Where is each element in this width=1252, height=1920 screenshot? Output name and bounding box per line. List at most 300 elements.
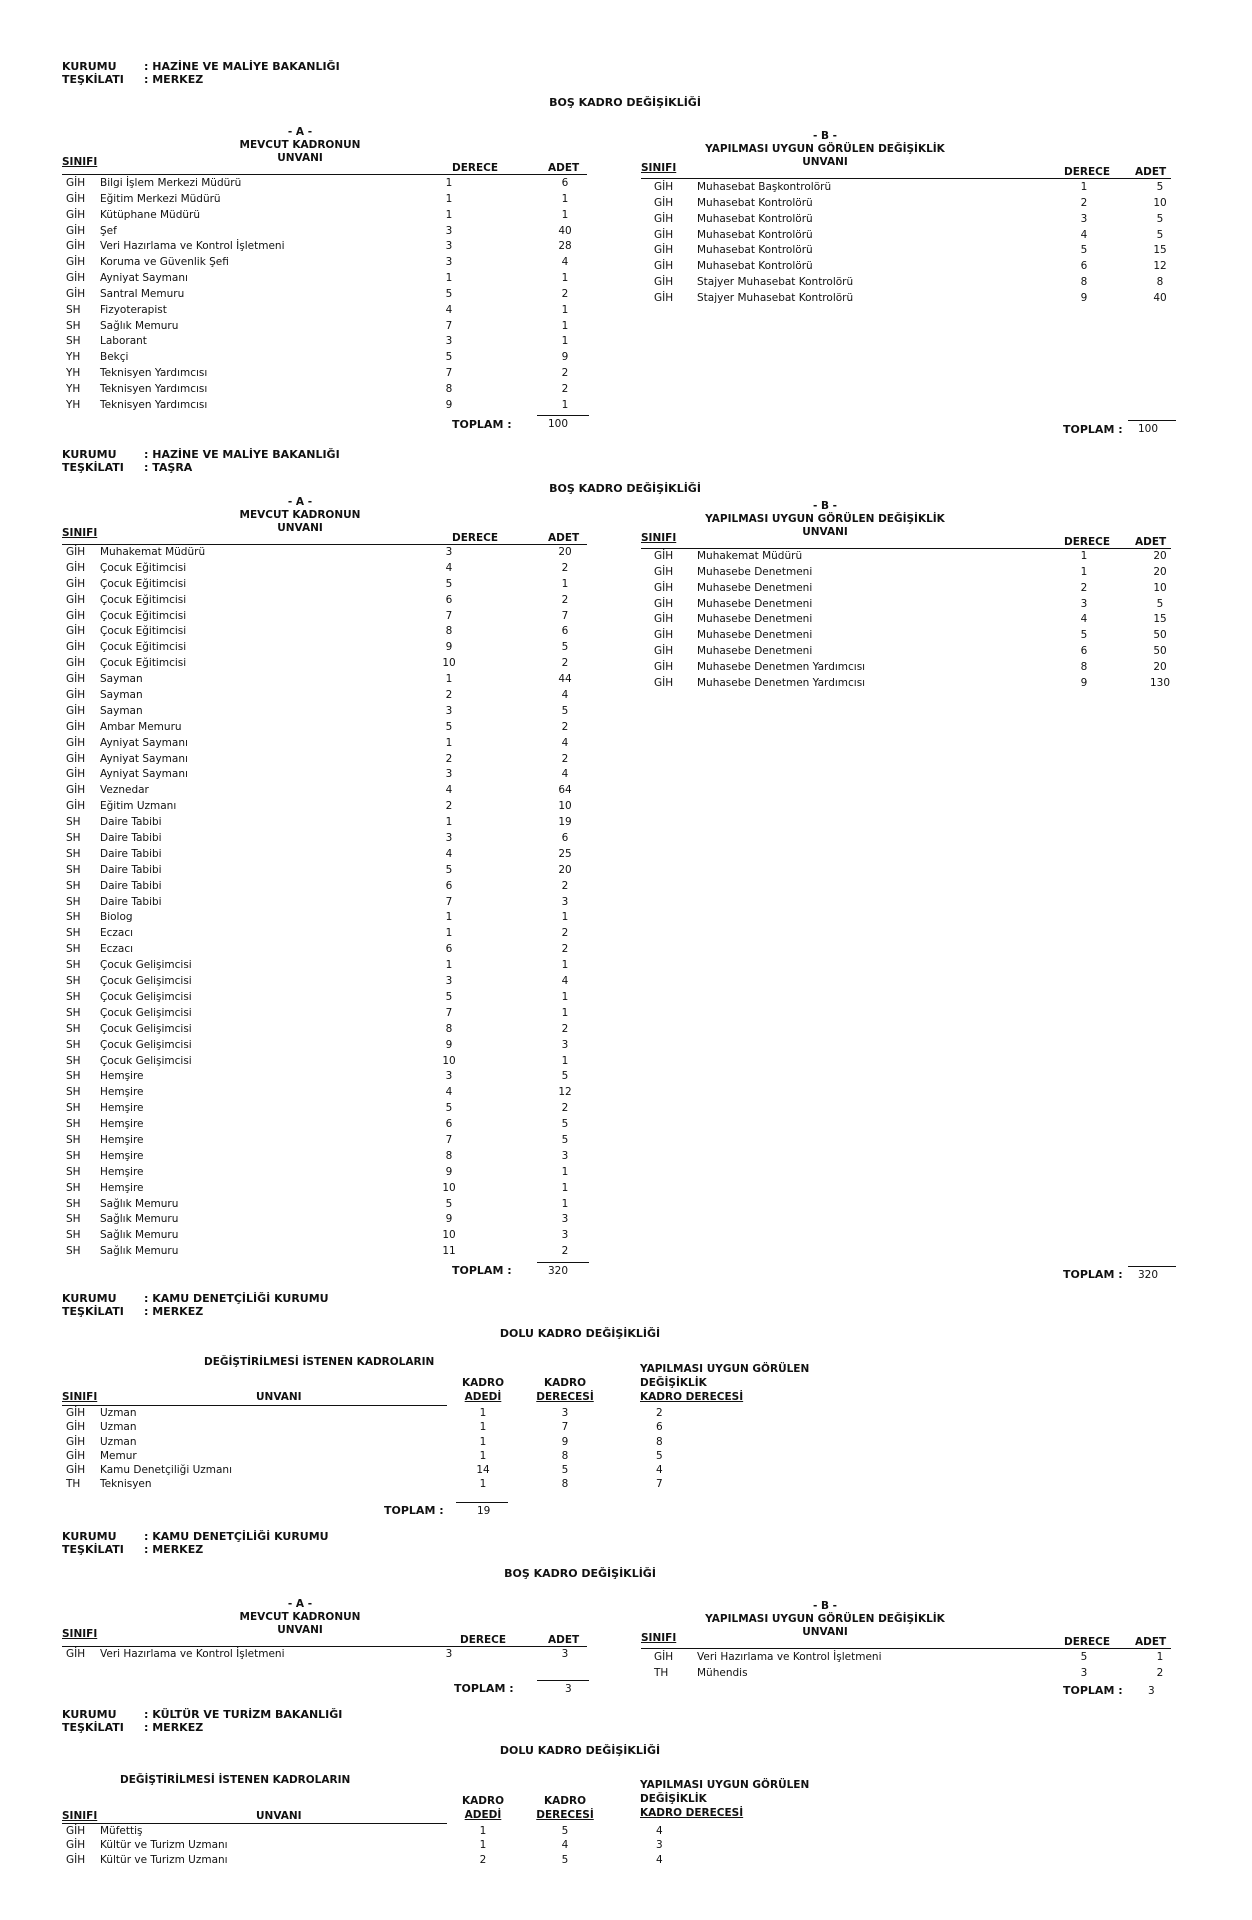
total-rule xyxy=(537,415,589,416)
teskilati-label: TEŞKİLATI xyxy=(62,461,124,474)
sinifi-cell: GİH xyxy=(66,768,86,781)
col-unvani: UNVANI xyxy=(277,522,323,534)
adet-cell: 6 xyxy=(561,832,569,845)
sinifi-cell: SH xyxy=(66,1086,81,1099)
sinifi-cell: SH xyxy=(66,335,81,348)
sinifi-cell: SH xyxy=(66,847,81,860)
kadro-derecesi-cell: 9 xyxy=(561,1435,569,1448)
unvani-cell: Muhasebe Denetmeni xyxy=(697,645,813,658)
adet-cell: 5 xyxy=(561,1070,569,1083)
derece-cell: 1 xyxy=(445,208,453,221)
sinifi-cell: GİH xyxy=(66,657,86,670)
b-title: YAPILMASI UYGUN GÖRÜLEN DEĞİŞİKLİK xyxy=(705,1613,945,1625)
derece-cell: 1 xyxy=(445,177,453,189)
b-mark: - B - xyxy=(812,130,838,142)
yeni-derece-cell: 4 xyxy=(656,1464,663,1477)
adet-cell: 1 xyxy=(561,1054,569,1067)
unvani-cell: Muhasebe Denetmeni xyxy=(697,565,813,578)
sinifi-cell: GİH xyxy=(66,256,86,269)
table-row xyxy=(62,192,592,208)
kadro-adedi-cell: 1 xyxy=(479,1449,487,1462)
table-row xyxy=(62,1117,592,1133)
unvani-cell: Kültür ve Turizm Uzmanı xyxy=(100,1839,228,1852)
derece-cell: 3 xyxy=(445,832,453,845)
table-row xyxy=(62,990,592,1006)
table-row xyxy=(62,1406,702,1420)
col-adedi: ADEDİ xyxy=(464,1391,502,1403)
left-title: DEĞİŞTİRİLMESİ İSTENEN KADROLARIN xyxy=(120,1774,351,1786)
header-rule xyxy=(641,178,1171,179)
unvani-cell: Çocuk Eğitimcisi xyxy=(100,625,187,638)
derece-cell: 7 xyxy=(445,1133,453,1146)
table-row xyxy=(62,334,592,350)
col-derece: DERECE xyxy=(1064,536,1111,548)
sinifi-cell: GİH xyxy=(654,276,674,289)
adet-cell: 5 xyxy=(561,641,569,654)
adet-cell: 3 xyxy=(561,1038,569,1051)
toplam-label: TOPLAM : xyxy=(452,418,512,431)
adet-cell: 10 xyxy=(558,800,572,813)
kadro-adedi-cell: 1 xyxy=(479,1839,487,1852)
s4-b-table xyxy=(641,1650,1176,1682)
derece-cell: 3 xyxy=(1080,1666,1088,1679)
kadro-adedi-cell: 1 xyxy=(479,1825,487,1837)
unvani-cell: Sayman xyxy=(100,704,143,717)
sinifi-cell: GİH xyxy=(66,1648,86,1660)
right-title-2: DEĞİŞİKLİK xyxy=(640,1377,707,1389)
col-unvani: UNVANI xyxy=(802,156,848,168)
kurumu-value: KAMU DENETÇİLİĞİ KURUMU xyxy=(152,1292,329,1305)
derece-cell: 1 xyxy=(1080,181,1088,193)
total-rule xyxy=(1128,420,1176,421)
adet-cell: 2 xyxy=(561,879,569,892)
adet-cell: 8 xyxy=(1156,276,1164,289)
derece-cell: 8 xyxy=(445,625,453,638)
sinifi-cell: GİH xyxy=(654,660,674,673)
derece-cell: 1 xyxy=(445,911,453,924)
unvani-cell: Mühendis xyxy=(697,1666,748,1679)
sinifi-cell: TH xyxy=(66,1478,81,1491)
unvani-cell: Çocuk Eğitimcisi xyxy=(100,609,187,622)
derece-cell: 5 xyxy=(445,720,453,733)
adet-cell: 2 xyxy=(561,1102,569,1115)
sinifi-cell: GİH xyxy=(654,565,674,578)
adet-cell: 4 xyxy=(561,256,569,269)
table-row xyxy=(62,958,592,974)
col-unvani: UNVANI xyxy=(256,1391,302,1403)
col-kadro: KADRO xyxy=(462,1795,504,1807)
unvani-cell: Hemşire xyxy=(100,1181,144,1194)
table-row xyxy=(62,303,592,319)
table-row xyxy=(641,259,1176,275)
table-row xyxy=(62,1022,592,1038)
sinifi-cell: GİH xyxy=(66,577,86,590)
adet-cell: 20 xyxy=(1153,550,1167,562)
sinifi-cell: SH xyxy=(66,1149,81,1162)
adet-cell: 50 xyxy=(1153,629,1167,642)
a-title: MEVCUT KADRONUN xyxy=(239,139,361,151)
table-row xyxy=(62,1477,702,1491)
table-row xyxy=(62,672,592,688)
table-row xyxy=(62,1853,702,1867)
adet-cell: 2 xyxy=(561,927,569,940)
sinifi-cell: GİH xyxy=(66,1839,86,1852)
derece-cell: 4 xyxy=(445,784,453,797)
sinifi-cell: GİH xyxy=(654,1651,674,1663)
teskilati-value: MERKEZ xyxy=(152,73,204,86)
table-row xyxy=(62,942,592,958)
unvani-cell: Muhasebe Denetmeni xyxy=(697,613,813,626)
s4-title: BOŞ KADRO DEĞİŞİKLİĞİ xyxy=(504,1567,656,1580)
adet-cell: 2 xyxy=(561,657,569,670)
adet-cell: 2 xyxy=(561,593,569,606)
derece-cell: 1 xyxy=(1080,550,1088,562)
a-title: MEVCUT KADRONUN xyxy=(239,1611,361,1623)
kurumu-label: KURUMU xyxy=(62,1292,117,1305)
derece-cell: 3 xyxy=(445,768,453,781)
sinifi-cell: YH xyxy=(66,351,81,364)
toplam-label: TOPLAM : xyxy=(454,1682,514,1695)
table-row xyxy=(62,1006,592,1022)
unvani-cell: Hemşire xyxy=(100,1118,144,1131)
unvani-cell: Sayman xyxy=(100,673,143,686)
table-row xyxy=(62,863,592,879)
col-unvani: UNVANI xyxy=(802,1626,848,1638)
unvani-cell: Daire Tabibi xyxy=(100,847,162,860)
adet-cell: 5 xyxy=(1156,181,1164,193)
derece-cell: 1 xyxy=(445,959,453,972)
table-row xyxy=(62,1463,702,1477)
adet-cell: 6 xyxy=(561,625,569,638)
table-row xyxy=(62,593,592,609)
derece-cell: 3 xyxy=(445,546,453,558)
derece-cell: 10 xyxy=(442,1054,456,1067)
s5-header: KURUMU : KÜLTÜR VE TURİZM BAKANLIĞI TEŞKİLATI : MERKEZ xyxy=(62,1708,343,1734)
derece-cell: 4 xyxy=(445,561,453,574)
derece-cell: 4 xyxy=(445,847,453,860)
sinifi-cell: GİH xyxy=(66,546,86,558)
adet-cell: 5 xyxy=(1156,228,1164,241)
derece-cell: 7 xyxy=(445,895,453,908)
derece-cell: 5 xyxy=(445,990,453,1003)
col-sinifi: SINIFI xyxy=(62,1628,98,1640)
col-adet: ADET xyxy=(548,532,580,544)
adet-cell: 2 xyxy=(561,720,569,733)
unvani-cell: Çocuk Eğitimcisi xyxy=(100,657,187,670)
unvani-cell: Veznedar xyxy=(100,784,149,797)
unvani-cell: Daire Tabibi xyxy=(100,832,162,845)
adet-cell: 1 xyxy=(561,1197,569,1210)
adet-cell: 5 xyxy=(561,1118,569,1131)
derece-cell: 8 xyxy=(1080,276,1088,289)
derece-cell: 1 xyxy=(445,927,453,940)
table-row xyxy=(62,398,592,414)
sinifi-cell: SH xyxy=(66,816,81,829)
table-row xyxy=(62,287,592,303)
adet-cell: 20 xyxy=(558,546,572,558)
s3-table xyxy=(62,1406,702,1492)
kurumu-value: HAZİNE VE MALİYE BAKANLIĞI xyxy=(152,448,340,461)
sinifi-cell: GİH xyxy=(66,192,86,205)
derece-cell: 3 xyxy=(445,335,453,348)
derece-cell: 1 xyxy=(445,736,453,749)
adet-cell: 2 xyxy=(561,1245,569,1258)
sinifi-cell: SH xyxy=(66,975,81,988)
sinifi-cell: SH xyxy=(66,1070,81,1083)
derece-cell: 9 xyxy=(445,1165,453,1178)
adet-cell: 5 xyxy=(1156,212,1164,225)
sinifi-cell: SH xyxy=(66,1038,81,1051)
derece-cell: 5 xyxy=(445,863,453,876)
derece-cell: 5 xyxy=(445,1102,453,1115)
adet-cell: 1 xyxy=(561,398,569,411)
adet-cell: 1 xyxy=(561,1181,569,1194)
col-sinifi: SINIFI xyxy=(62,156,98,168)
sinifi-cell: SH xyxy=(66,319,81,332)
s2-title: BOŞ KADRO DEĞİŞİKLİĞİ xyxy=(549,482,701,495)
adet-cell: 15 xyxy=(1153,244,1167,257)
table-row xyxy=(62,1197,592,1213)
derece-cell: 5 xyxy=(445,351,453,364)
adet-cell: 1 xyxy=(561,1006,569,1019)
unvani-cell: Muhasebe Denetmen Yardımcısı xyxy=(697,676,866,689)
unvani-cell: Teknisyen Yardımcısı xyxy=(100,367,208,380)
adet-cell: 1 xyxy=(561,1165,569,1178)
derece-cell: 3 xyxy=(445,256,453,269)
derece-cell: 9 xyxy=(445,1213,453,1226)
total-rule xyxy=(537,1680,589,1681)
derece-cell: 9 xyxy=(1080,291,1088,304)
table-row xyxy=(641,196,1176,212)
adet-cell: 5 xyxy=(561,1133,569,1146)
sinifi-cell: GİH xyxy=(654,597,674,610)
unvani-cell: Ayniyat Saymanı xyxy=(100,768,188,781)
col-kadro: KADRO xyxy=(544,1795,586,1807)
s1-header: KURUMU : HAZİNE VE MALİYE BAKANLIĞI TEŞKİLATI : MERKEZ xyxy=(62,60,340,86)
unvani-cell: Veri Hazırlama ve Kontrol İşletmeni xyxy=(100,1648,285,1660)
unvani-cell: Veri Hazırlama ve Kontrol İşletmeni xyxy=(100,240,285,253)
derece-cell: 1 xyxy=(445,192,453,205)
b-total: 320 xyxy=(1138,1269,1159,1281)
a-mark: - A - xyxy=(287,1598,313,1610)
b-total: 3 xyxy=(1148,1685,1155,1697)
col-adet: ADET xyxy=(548,162,580,174)
sinifi-cell: GİH xyxy=(66,736,86,749)
teskilati-value: TAŞRA xyxy=(152,461,193,474)
s1-a-table xyxy=(62,176,592,414)
table-row xyxy=(62,656,592,672)
table-row xyxy=(62,609,592,625)
col-sinifi: SINIFI xyxy=(641,532,677,544)
table-row xyxy=(641,1650,1176,1666)
unvani-cell: Muhasebat Kontrolörü xyxy=(697,212,813,225)
unvani-cell: Hemşire xyxy=(100,1102,144,1115)
unvani-cell: Sağlık Memuru xyxy=(100,319,179,332)
sinifi-cell: GİH xyxy=(654,181,674,193)
derece-cell: 6 xyxy=(445,943,453,956)
unvani-cell: Sağlık Memuru xyxy=(100,1197,179,1210)
table-row xyxy=(641,291,1176,307)
unvani-cell: Hemşire xyxy=(100,1070,144,1083)
total: 19 xyxy=(477,1505,491,1517)
adet-cell: 2 xyxy=(561,943,569,956)
adet-cell: 1 xyxy=(561,319,569,332)
unvani-cell: Hemşire xyxy=(100,1086,144,1099)
col-derece: DERECE xyxy=(452,162,499,174)
table-row xyxy=(641,565,1176,581)
col-kadro: KADRO xyxy=(544,1377,586,1389)
unvani-cell: Eğitim Uzmanı xyxy=(100,800,177,813)
adet-cell: 20 xyxy=(1153,660,1167,673)
adet-cell: 1 xyxy=(561,577,569,590)
sinifi-cell: SH xyxy=(66,1229,81,1242)
derece-cell: 6 xyxy=(445,1118,453,1131)
right-title xyxy=(640,1362,809,1404)
unvani-cell: Uzman xyxy=(100,1407,137,1419)
unvani-cell: Bekçi xyxy=(100,351,129,364)
sinifi-cell: GİH xyxy=(66,1421,86,1434)
derece-cell: 2 xyxy=(1080,581,1088,594)
table-row xyxy=(641,628,1176,644)
derece-cell: 9 xyxy=(1080,676,1088,689)
sinifi-cell: SH xyxy=(66,943,81,956)
sinifi-cell: GİH xyxy=(66,1407,86,1419)
right-title xyxy=(640,1778,809,1820)
sinifi-cell: GİH xyxy=(66,1464,86,1477)
table-row xyxy=(62,783,592,799)
table-row xyxy=(62,720,592,736)
unvani-cell: Koruma ve Güvenlik Şefi xyxy=(100,256,229,269)
table-row xyxy=(641,676,1176,692)
unvani-cell: Çocuk Gelişimcisi xyxy=(100,1054,192,1067)
table-row xyxy=(62,1838,702,1852)
derece-cell: 1 xyxy=(445,816,453,829)
unvani-cell: Eczacı xyxy=(100,943,134,956)
derece-cell: 5 xyxy=(445,1197,453,1210)
derece-cell: 8 xyxy=(1080,660,1088,673)
col-sinifi: SINIFI xyxy=(62,1810,98,1822)
table-row xyxy=(62,577,592,593)
teskilati-value: MERKEZ xyxy=(152,1305,204,1318)
sinifi-cell: SH xyxy=(66,895,81,908)
derece-cell: 4 xyxy=(1080,228,1088,241)
adet-cell: 44 xyxy=(558,673,572,686)
col-adedi: ADEDİ xyxy=(464,1809,502,1821)
col-unvani: UNVANI xyxy=(277,1624,323,1636)
col-derecesi: DERECESİ xyxy=(536,1809,594,1821)
a-title: MEVCUT KADRONUN xyxy=(239,509,361,521)
adet-cell: 40 xyxy=(1153,291,1167,304)
unvani-cell: Stajyer Muhasebat Kontrolörü xyxy=(697,291,854,304)
unvani-cell: Daire Tabibi xyxy=(100,895,162,908)
derece-cell: 3 xyxy=(1080,212,1088,225)
sinifi-cell: GİH xyxy=(654,196,674,209)
unvani-cell: Fizyoterapist xyxy=(100,303,167,316)
adet-cell: 5 xyxy=(1156,597,1164,610)
sinifi-cell: GİH xyxy=(66,224,86,237)
teskilati-label: TEŞKİLATI xyxy=(62,1305,124,1318)
teskilati-value: MERKEZ xyxy=(152,1721,204,1734)
col-sinifi: SINIFI xyxy=(62,527,98,539)
s1-title: BOŞ KADRO DEĞİŞİKLİĞİ xyxy=(549,96,701,109)
sinifi-cell: GİH xyxy=(654,228,674,241)
sinifi-cell: GİH xyxy=(66,689,86,702)
table-row xyxy=(62,176,592,192)
unvani-cell: Muhasebat Kontrolörü xyxy=(697,196,813,209)
adet-cell: 1 xyxy=(561,335,569,348)
unvani-cell: Uzman xyxy=(100,1421,137,1434)
unvani-cell: Ayniyat Saymanı xyxy=(100,736,188,749)
a-total: 320 xyxy=(548,1265,569,1277)
table-row xyxy=(62,1228,592,1244)
b-title: YAPILMASI UYGUN GÖRÜLEN DEĞİŞİKLİK xyxy=(705,513,945,525)
sinifi-cell: GİH xyxy=(66,800,86,813)
sinifi-cell: GİH xyxy=(66,641,86,654)
sinifi-cell: YH xyxy=(66,367,81,380)
table-row xyxy=(62,224,592,240)
sinifi-cell: SH xyxy=(66,927,81,940)
table-row xyxy=(62,1420,702,1434)
a-total: 3 xyxy=(565,1683,572,1695)
table-row xyxy=(641,581,1176,597)
unvani-cell: Teknisyen Yardımcısı xyxy=(100,382,208,395)
table-row xyxy=(62,366,592,382)
derece-cell: 3 xyxy=(445,1648,453,1660)
sinifi-cell: GİH xyxy=(66,704,86,717)
sinifi-cell: GİH xyxy=(654,212,674,225)
unvani-cell: Sağlık Memuru xyxy=(100,1229,179,1242)
kurumu-label: KURUMU xyxy=(62,448,117,461)
derece-cell: 4 xyxy=(1080,613,1088,626)
table-row xyxy=(62,1181,592,1197)
b-title: YAPILMASI UYGUN GÖRÜLEN DEĞİŞİKLİK xyxy=(705,143,945,155)
derece-cell: 10 xyxy=(442,1181,456,1194)
derece-cell: 5 xyxy=(1080,629,1088,642)
unvani-cell: Muhasebe Denetmeni xyxy=(697,581,813,594)
unvani-cell: Stajyer Muhasebat Kontrolörü xyxy=(697,276,854,289)
adet-cell: 1 xyxy=(561,272,569,285)
s3-title: DOLU KADRO DEĞİŞİKLİĞİ xyxy=(499,1327,661,1340)
toplam-label: TOPLAM : xyxy=(1063,1268,1123,1281)
unvani-cell: Muhasebat Başkontrolörü xyxy=(697,181,832,193)
toplam-label: TOPLAM : xyxy=(452,1264,512,1277)
col-unvani: UNVANI xyxy=(802,526,848,538)
teskilati-value: MERKEZ xyxy=(152,1543,204,1556)
adet-cell: 4 xyxy=(561,689,569,702)
derece-cell: 4 xyxy=(445,1086,453,1099)
kadro-derecesi-cell: 8 xyxy=(561,1478,569,1491)
adet-cell: 20 xyxy=(1153,565,1167,578)
sinifi-cell: GİH xyxy=(66,625,86,638)
adet-cell: 50 xyxy=(1153,645,1167,658)
unvani-cell: Çocuk Eğitimcisi xyxy=(100,641,187,654)
adet-cell: 40 xyxy=(558,224,572,237)
unvani-cell: Kütüphane Müdürü xyxy=(100,208,201,221)
yeni-derece-cell: 2 xyxy=(656,1407,663,1419)
table-row xyxy=(62,382,592,398)
adet-cell: 130 xyxy=(1149,676,1171,689)
table-row xyxy=(62,704,592,720)
unvani-cell: Kamu Denetçiliği Uzmanı xyxy=(100,1464,233,1477)
adet-cell: 12 xyxy=(558,1086,572,1099)
derece-cell: 3 xyxy=(1080,597,1088,610)
unvani-cell: Müfettiş xyxy=(100,1825,143,1837)
total-rule xyxy=(1128,1266,1176,1267)
table-row xyxy=(62,239,592,255)
sinifi-cell: GİH xyxy=(654,613,674,626)
derece-cell: 7 xyxy=(445,367,453,380)
unvani-cell: Teknisyen Yardımcısı xyxy=(100,398,208,411)
